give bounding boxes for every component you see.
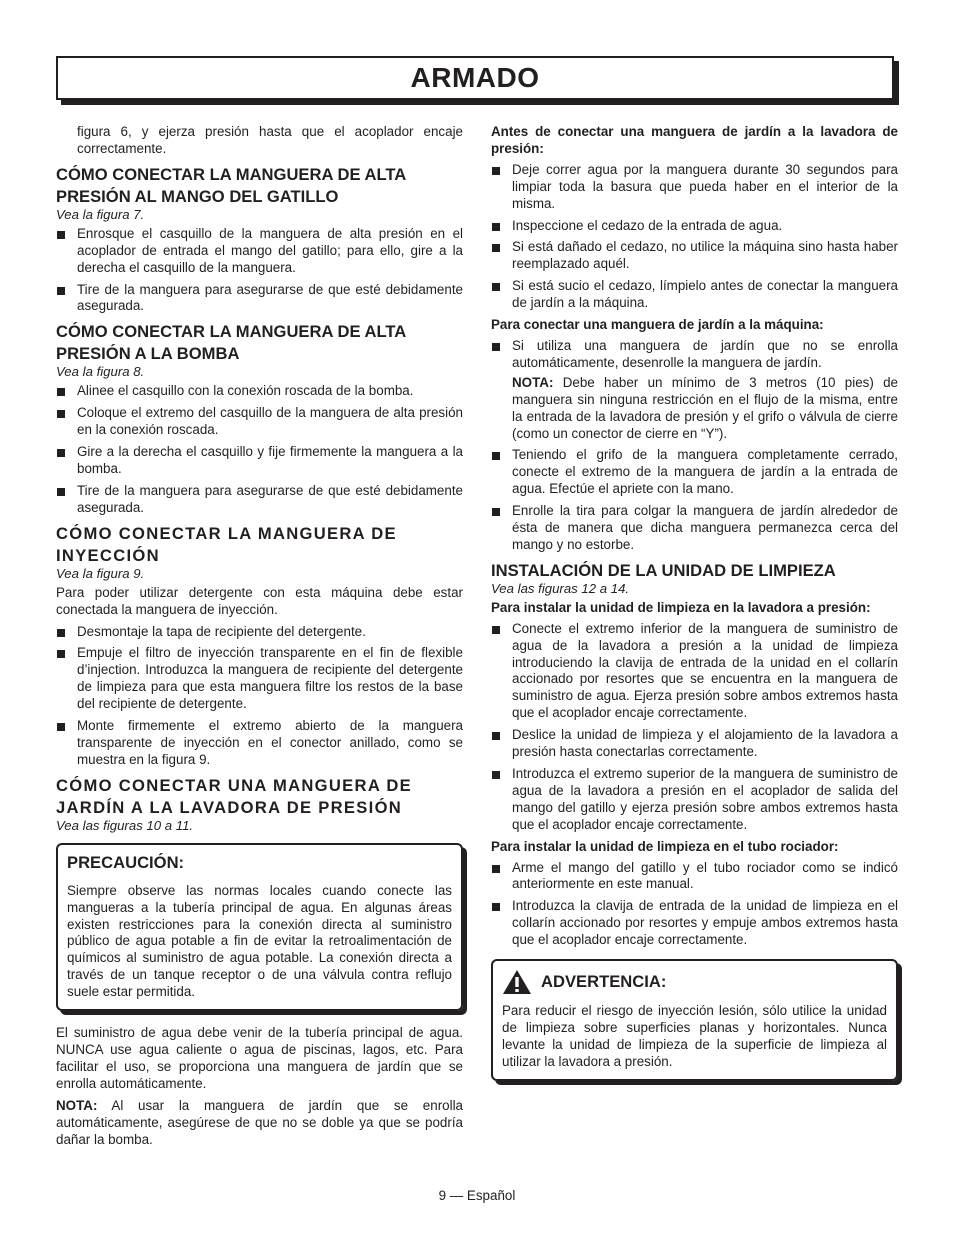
- list-item-text: Si utiliza una manguera de jardín que no se enrolla automáticamente, desenrolle la manguera de jardín.: [512, 337, 898, 370]
- subheading-install-washer: Para instalar la unidad de limpieza en la lavadora a presión:: [491, 599, 871, 615]
- list-item: Inspeccione el cedazo de la entrada de agua.: [491, 218, 898, 235]
- note-text: Al usar la manguera de jardín que se enrolla automáticamente, asegúrese de que no se doble ya que se podría dañar la bomba.: [56, 1097, 463, 1147]
- page-footer: 9 — Español: [438, 1188, 516, 1203]
- list-item: Deslice la unidad de limpieza y el alojamiento de la lavadora a presión hasta conectarlas correctamente.: [491, 727, 898, 761]
- list-item: Si está dañado el cedazo, no utilice la máquina sino hasta haber reemplazado aquél.: [491, 239, 898, 273]
- section-heading-garden-hose: CÓMO CONECTAR UNA MANGUERA DE JARDÍN A LA LAVADORA DE PRESIÓN: [56, 775, 413, 817]
- section-banner: [56, 56, 894, 100]
- note-label: NOTA:: [512, 374, 554, 390]
- bullet-list: [56, 624, 463, 769]
- list-item: Arme el mango del gatillo y el tubo rociador como se indicó anteriormente en este manual.: [491, 860, 898, 894]
- list-item: Empuje el filtro de inyección transparente en el fin de flexible d’injection. Introduzca la manguera de recipiente del detergente de limpieza para que esta manguera filtre los restos de la base del recipiente de detergente.: [56, 645, 463, 713]
- intro-paragraph: figura 6, y ejerza presión hasta que el acoplador encaje correctamente.: [77, 124, 463, 156]
- figure-reference: Vea las figuras 10 a 11.: [56, 817, 194, 833]
- list-item: Teniendo el grifo de la manguera completamente cerrado, conecte el extremo de la manguera de jardín a la entrada de agua. Efectúe el apriete con la mano.: [491, 447, 898, 498]
- caution-title: PRECAUCIÓN:: [67, 852, 185, 872]
- caution-box: [56, 843, 463, 1011]
- note-paragraph: [56, 1098, 463, 1149]
- figure-reference: Vea las figuras 12 a 14.: [491, 580, 630, 596]
- list-item: Tire de la manguera para asegurarse de que esté debidamente asegurada.: [56, 282, 463, 316]
- note-text: Debe haber un mínimo de 3 metros (10 pies) de manguera sin ninguna restricción en el flujo de la misma, entre la entrada de la lavadora de presión y el grifo o válvula de cierre (como un conector de cierre en “Y”).: [512, 374, 898, 441]
- list-item: Alinee el casquillo con la conexión roscada de la bomba.: [56, 383, 463, 400]
- section-heading-injection-hose: CÓMO CONECTAR LA MANGUERA DE INYECCIÓN: [56, 523, 397, 565]
- list-item: Tire de la manguera para asegurarse de que esté debidamente asegurada.: [56, 483, 463, 517]
- list-item: Desmontaje la tapa de recipiente del detergente.: [56, 624, 463, 641]
- figure-reference: Vea la figura 7.: [56, 206, 145, 222]
- warning-box: [491, 959, 898, 1081]
- caution-text: Siempre observe las normas locales cuando conecte las mangueras a la tubería principal de agua. En algunas áreas existen restricciones para la conexión directa al suministro público de agua potable a fin de evitar la retroalimentación de químicos al suministro de agua potable. La conexión directa a través de un tanque receptor o de una válvula contra reflujo suele estar permitida.: [67, 882, 452, 1000]
- list-item: Monte firmemente el extremo abierto de la manguera transparente de inyección en el conector anillado, como se muestra en la figura 9.: [56, 718, 463, 769]
- list-item: Conecte el extremo inferior de la manguera de suministro de agua de la lavadora a presión a la unidad de limpieza introduciendo la clavija de entrada de la unidad en el collarín accionado por resortes que se encuentra en la manguera de suministro de agua. Ejerza presión sobre ambos extremos hasta que el acoplador encaje correctamente.: [491, 621, 898, 722]
- section-heading-pump-hose: CÓMO CONECTAR LA MANGUERA DE ALTA PRESIÓN A LA BOMBA: [56, 322, 406, 364]
- list-item: Si está sucio el cedazo, límpielo antes de conectar la manguera de jardín a la máquina.: [491, 278, 898, 312]
- section-heading-cleaning-unit: INSTALACIÓN DE LA UNIDAD DE LIMPIEZA: [491, 560, 836, 580]
- figure-reference: Vea la figura 8.: [56, 364, 145, 380]
- bullet-list: [491, 338, 898, 554]
- list-item: Introduzca el extremo superior de la manguera de suministro de agua de la lavadora a presión en el acoplador de salida del mango del gatillo y ejerza presión sobre ambos extremos hasta que el acoplador encaje correctamente.: [491, 766, 898, 834]
- note-label: NOTA:: [56, 1097, 98, 1113]
- subheading-connect: Para conectar una manguera de jardín a la máquina:: [491, 317, 824, 333]
- list-item: Gire a la derecha el casquillo y fije firmemente la manguera a la bomba.: [56, 444, 463, 478]
- warning-title: ADVERTENCIA:: [541, 972, 667, 992]
- body-paragraph: El suministro de agua debe venir de la tubería principal de agua. NUNCA use agua caliente o agua de piscinas, lagos, etc. Para facilitar el uso, se proporciona una manguera de jardín que se enrolla automáticamente.: [56, 1025, 463, 1091]
- section-heading-trigger-hose: CÓMO CONECTAR LA MANGUERA DE ALTA PRESIÓN AL MANGO DEL GATILLO: [56, 164, 406, 206]
- warning-text: Para reducir el riesgo de inyección lesión, sólo utilice la unidad de limpieza sobre superficies planas y horizontales. Nunca levante la unidad de limpieza de la superficie de limpieza al utilizar la lavadora a presión.: [502, 1003, 887, 1069]
- bullet-list: [491, 860, 898, 950]
- warning-triangle-icon: [502, 969, 532, 995]
- left-column: [56, 124, 463, 1153]
- subheading-before-connect: Antes de conectar una manguera de jardín a la lavadora de presión:: [491, 124, 898, 156]
- bullet-list: [56, 226, 463, 316]
- bullet-list: [56, 383, 463, 516]
- bullet-list: [491, 162, 898, 312]
- list-item: Deje correr agua por la manguera durante 30 segundos para limpiar toda la basura que pueda haber en el interior de la misma.: [491, 162, 898, 213]
- list-item: Coloque el extremo del casquillo de la manguera de alta presión en la conexión roscada.: [56, 405, 463, 439]
- list-item: Enrosque el casquillo de la manguera de alta presión en el acoplador de entrada el mango del gatillo; para ello, gire a la derecha el casquillo de la manguera.: [56, 226, 463, 277]
- page-title: ARMADO: [410, 62, 540, 93]
- note-paragraph: [512, 375, 898, 443]
- list-item: Introduzca la clavija de entrada de la unidad de limpieza en el collarín accionado por resortes y empuje ambos extremos hasta que el acoplador encaje correctamente.: [491, 898, 898, 949]
- warning-header: [502, 969, 887, 995]
- list-item: Enrolle la tira para colgar la manguera de jardín alrededor de ésta de manera que dicha manguera permanezca cerca del mango y no estorbe.: [491, 503, 898, 554]
- body-paragraph: Para poder utilizar detergente con esta máquina debe estar conectada la manguera de inyección.: [56, 584, 463, 617]
- right-column: [491, 124, 898, 1095]
- subheading-install-wand: Para instalar la unidad de limpieza en el tubo rociador:: [491, 838, 839, 854]
- bullet-list: [491, 621, 898, 834]
- figure-reference: Vea la figura 9.: [56, 565, 145, 581]
- list-item: [491, 338, 898, 442]
